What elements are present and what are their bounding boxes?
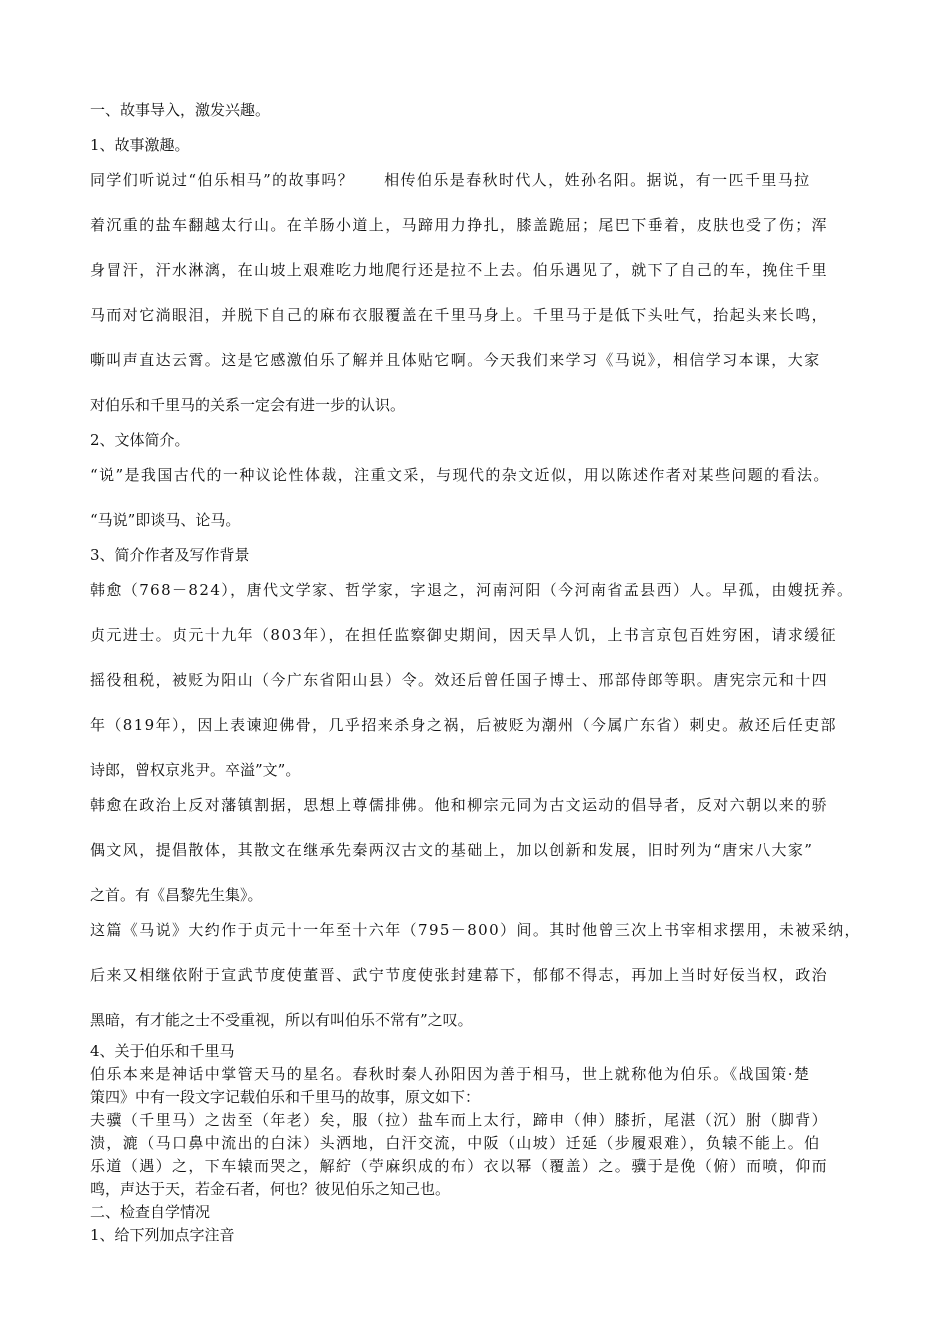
heading-self-study: 二、检查自学情况: [90, 1203, 211, 1221]
paragraph-line: 摇役租税，被贬为阳山（今广东省阳山县）令。效还后曾任国子博士、邢部侍郎等职。唐宪宗元和十四: [90, 671, 829, 689]
question-text: 同学们听说过“伯乐相马”的故事吗？: [90, 171, 355, 189]
subheading-genre: 2、文体简介。: [90, 431, 190, 449]
heading-story-intro: 一、故事导入，激发兴趣。: [90, 101, 271, 119]
subheading-story: 1、故事激趣。: [90, 136, 190, 154]
paragraph-line: 鸣，声达于天，若金石者，何也？彼见伯乐之知己也。: [90, 1180, 451, 1198]
paragraph-line: 后来又相继依附于宣武节度使董晋、武宁节度使张封建幕下，郁郁不得志，再加上当时好佞当权，政治: [90, 966, 829, 984]
subheading-bole: 4、关于伯乐和千里马: [90, 1042, 235, 1060]
paragraph-line: 夫骥（千里马）之齿至（年老）矣，服（拉）盐车而上太行，蹄申（伸）膝折，尾湛（沉）胕（脚背）: [90, 1111, 829, 1129]
paragraph-line: 黑暗，有才能之士不受重视，所以有叫伯乐不常有”之叹。: [90, 1011, 473, 1029]
paragraph-line: 偶文风，提倡散体，其散文在继承先秦两汉古文的基础上，加以创新和发展，旧时列为“唐宋八大家”: [90, 841, 814, 859]
paragraph-line: 马而对它淌眼泪，并脱下自己的麻布衣服覆盖在千里马身上。千里马于是低下头吐气，抬起头来长鸣，: [90, 306, 829, 324]
paragraph-line: 年（819年），因上表谏迎佛骨，几乎招来杀身之祸，后被贬为潮州（今属广东省）刺史。赦还后任吏部: [90, 716, 837, 734]
document-body: [90, 100, 880, 1247]
paragraph-line: 身冒汗，汗水淋漓，在山坡上艰难吃力地爬行还是拉不上去。伯乐遇见了，就下了自己的车，挽住千里: [90, 261, 829, 279]
paragraph-line: “说”是我国古代的一种议论性体裁，注重文采，与现代的杂文近似，用以陈述作者对某些问题的看法。: [90, 466, 830, 484]
paragraph-line: 这篇《马说》大约作于贞元十一年至十六年（795－800）间。其时他曾三次上书宰相求摆用，未被采纳，: [90, 921, 861, 939]
paragraph-line: [90, 170, 880, 190]
paragraph-line: 韩愈在政治上反对藩镇割据，思想上尊儒排佛。他和柳宗元同为古文运动的倡导者，反对六朝以来的骄: [90, 796, 829, 814]
subheading-pronunciation: 1、给下列加点字注音: [90, 1226, 235, 1244]
paragraph-line: 之首。有《昌黎先生集》。: [90, 886, 263, 904]
paragraph-line: 对伯乐和千里马的关系一定会有进一步的认识。: [90, 396, 406, 414]
paragraph-line: 策四》中有一段文字记载伯乐和千里马的故事，原文如下：: [90, 1088, 481, 1106]
paragraph-line: 着沉重的盐车翻越太行山。在羊肠小道上，马蹄用力挣扎，膝盖跪屈；尾巴下垂着，皮肤也受了伤；浑: [90, 216, 829, 234]
paragraph-line: 韩愈（768－824），唐代文学家、哲学家，字退之，河南河阳（今河南省孟县西）人。早孤，由嫂抚养。: [90, 581, 854, 599]
paragraph-line: 诗郎，曾权京兆尹。卒溢”文”。: [90, 761, 301, 779]
paragraph-line: “马说”即谈马、论马。: [90, 511, 241, 529]
story-text: 相传伯乐是春秋时代人，姓孙名阳。据说，有一匹千里马拉: [384, 171, 811, 189]
paragraph-line: 嘶叫声直达云霄。这是它感激伯乐了解并且体贴它啊。今天我们来学习《马说》，相信学习本课，大家: [90, 351, 821, 369]
paragraph-line: 溃，漉（马口鼻中流出的白沫）头洒地，白汗交流，中阪（山坡）迁延（步履艰难），负辕不能上。伯: [90, 1134, 821, 1152]
paragraph-line: 贞元进士。贞元十九年（803年），在担任监察御史期间，因天旱人饥，上书言京包百姓穷困，请求缓征: [90, 626, 837, 644]
paragraph-line: 乐道（遇）之，下车辕而哭之，解紵（苧麻织成的布）衣以幂（覆盖）之。骥于是俛（俯）而喷，仰而: [90, 1157, 829, 1175]
subheading-author: 3、简介作者及写作背景: [90, 546, 250, 564]
paragraph-line: 伯乐本来是神话中掌管天马的星名。春秋时秦人孙阳因为善于相马，世上就称他为伯乐。《战国策·楚: [90, 1065, 811, 1083]
